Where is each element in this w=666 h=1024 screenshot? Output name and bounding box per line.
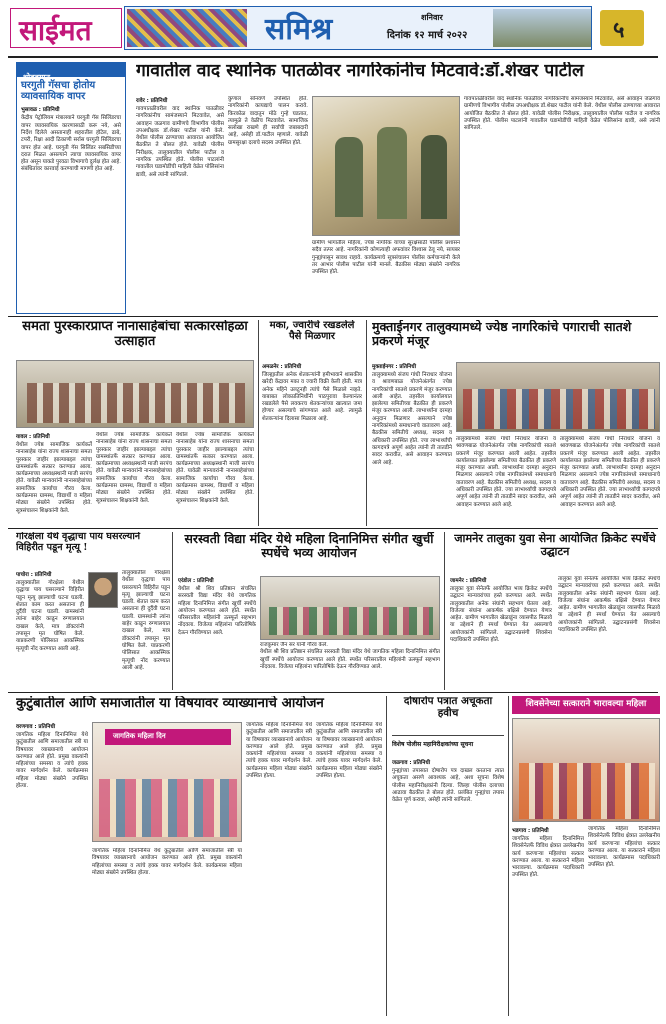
muktai-photo bbox=[456, 362, 660, 432]
kutumb-reporter: वरणगाव : प्रतिनिधी bbox=[16, 724, 56, 730]
kutumb-col4 bbox=[316, 722, 382, 1016]
jamner-body: तालुका युवा सेनेतर्फे आयोजित भव्य क्रिकेट स्पर्धेचे उद्घाटन मान्यवरांच्या हस्ते करण्यात आले. स्पर्धेत तालुक्यातील अनेक संघांनी सहभाग घेतला आहे. विजेत्या संघांना आकर्षक बक्षिसे देण्यात येणार आहेत. ग्रामीण भागातील खेळाडूंना व्यासपीठ मिळावे या उद्देशाने ही स्पर्धा घेण्यात येत असल्याचे आयोजकांनी सांगितले. उद्घाटनप्रसंगी शिवसेना पदाधिकारी उपस्थित होते. bbox=[450, 586, 552, 644]
divider-v-2 bbox=[366, 320, 367, 526]
masthead-left-logo bbox=[10, 8, 122, 48]
divider-v-3 bbox=[172, 532, 173, 690]
goraksha-reporter: पाचोरा : प्रतिनिधी bbox=[16, 572, 52, 578]
lead-col3 bbox=[312, 240, 460, 312]
doshi-sub-box bbox=[392, 740, 504, 756]
divider-v-6 bbox=[508, 696, 509, 1016]
divider-v-4 bbox=[444, 532, 445, 690]
masthead-date: दिनांक १२ मार्च २०२२ bbox=[387, 30, 468, 41]
masthead-day: शनिवार bbox=[421, 13, 443, 22]
muktai-reporter: मुक्ताईनगर : प्रतिनिधी bbox=[372, 364, 417, 370]
maka-body: जिल्ह्यातील अनेक शेतकऱ्यांनी हमीभावाने शासकीय खरेदी केंद्रावर मका व ज्वारी विक्री केली होती. मात्र अनेक महिने उलटूनही त्यांचे पैसे मिळाले नव्हते. याबाबत लोकप्रतिनिधींनी पाठपुरावा केल्यानंतर रखडलेले पैसे लवकरच शेतकऱ्यांच्या खात्यात जमा होणार असल्याचे सांगण्यात आले आहे. त्यामुळे शेतकऱ्यांना दिलासा मिळाला आहे. bbox=[262, 372, 362, 422]
lead-body-1: गावपातळीवरील वाद स्थानिक पातळीवर नागरिकांनीच सामंजस्याने मिटवावेत, असे आवाहन जळगाव ग्रामीणचे विभागीय पोलीस उपअधीक्षक डॉ.शेखर पाटील यांनी केले. येथील पोलीस ठाण्याच्या आवारात आयोजित बैठकीत ते बोलत होते. यावेळी पोलीस निरीक्षक, तालुक्यातील पोलीस पाटील व नागरिक उपस्थित होते. पोलीस पाटलांनी गावातील घडामोडींची माहिती वेळेत पोलिसांना द्यावी, असे त्यांनी सांगितले. bbox=[136, 106, 224, 178]
goraksha-col1 bbox=[16, 570, 84, 688]
rule-3 bbox=[8, 692, 658, 693]
rule-1 bbox=[8, 316, 658, 317]
saraswati-body: येथील श्री शिव प्रतिष्ठान संचलित सरस्वती विद्या मंदिर येथे जागतिक महिला दिनानिमित्त संगीत खुर्ची स्पर्धेचे आयोजन करण्यात आले होते. स्पर्धेत परिसरातील महिलांनी उत्स्फूर्त सहभाग नोंदवला. विजेत्या महिलांना पारितोषिके देऊन गौरविण्यात आले. bbox=[178, 586, 256, 636]
saraswati-photo-chairs bbox=[269, 607, 433, 635]
maka-reporter: अमळनेर : प्रतिनिधी bbox=[262, 364, 302, 370]
saraswati-caption: राजकुमार जैन सर यांनी गौरव केले. bbox=[260, 642, 329, 648]
masthead-banner bbox=[124, 6, 592, 50]
lead-photo-figure-2 bbox=[377, 127, 407, 219]
lead-photo-figure-1 bbox=[335, 137, 363, 217]
lead-body-3: ग्रामीण भागातील महिला, ज्येष्ठ नागरिक यांच्या सुरक्षेसाठी पोलीस प्रशासन सदैव तत्पर आहे. नागरिकांनी कोणत्याही अफवांवर विश्वास ठेवू नये, सायबर गुन्ह्यांपासून सावध राहावे. कार्यक्रमाचे सूत्रसंचालन पोलीस कर्मचाऱ्यांनी केले तर आभार पोलीस पाटील यांनी मानले. बैठकीस मोठ्या संख्येने नागरिक उपस्थित होते. bbox=[312, 240, 460, 276]
goraksha-body: तालुक्यातील गोरक्षेला येथील वृद्धाचा पाय घसरल्याने विहिरीत पडून मृत्यू झाल्याची घटना घडली. शेतात काम करत असताना ही दुर्दैवी घटना घडली. ग्रामस्थांनी त्यांना बाहेर काढून रुग्णालयात दाखल केले, मात्र डॉक्टरांनी तपासून मृत घोषित केले. याप्रकरणी पोलिसात आकस्मिक मृत्यूची नोंद करण्यात आली आहे. bbox=[16, 580, 84, 652]
saraswati-photo bbox=[260, 576, 440, 640]
samata-headline: समता पुरस्कारप्राप्त नानासाहेबांचा सत्कारसोहळा उत्साहात bbox=[22, 320, 248, 349]
doshi-sub: विशेष पोलीस महानिरीक्षकांच्या सूचना bbox=[392, 741, 474, 748]
samata-body-2: येथील ज्येष्ठ सामाजिक कार्यकर्ते नानासाहेब यांना राज्य शासनाचा समता पुरस्कार जाहीर झाल्याबद्दल त्यांचा ग्रामस्थांतर्फे सत्कार करण्यात आला. कार्यक्रमाच्या अध्यक्षस्थानी माजी सरपंच होते. यावेळी मान्यवरांनी नानासाहेबांच्या सामाजिक कार्याचा गौरव केला. कार्यक्रमास ग्रामस्थ, विद्यार्थी व महिला मोठ्या संख्येने उपस्थित होते. सूत्रसंचालन शिक्षकांनी केले. bbox=[96, 432, 172, 504]
lead-photo bbox=[312, 96, 460, 236]
thodkyat-body: केंद्रीय पेट्रोलियम मंत्रालयाने घरगुती गॅस सिलिंडरचा वापर व्यावसायिक कारणासाठी करू नये, असे निर्देश दिलेले असतानाही शहरातील हॉटेल, ढाबे, टपरी, रिक्षा आदी ठिकाणी सर्रास घरगुती सिलिंडरचा वापर होत आहे. घरगुती गॅस सिलिंडर सबसिडीच्या दरात मिळत असल्याने त्याचा व्यावसायिक वापर होत असून याकडे पुरवठा विभागाचे दुर्लक्ष होत आहे. संबंधितांवर कारवाई करण्याची मागणी होत आहे. bbox=[21, 115, 121, 173]
goraksha-portrait bbox=[88, 572, 118, 608]
masthead-left-title: साईमत bbox=[19, 14, 92, 47]
samata-photo-group bbox=[27, 383, 245, 423]
lead-col4 bbox=[464, 96, 660, 312]
shivsena-col2 bbox=[588, 826, 660, 1016]
thodkyat-headline: घरगुती गॅसचा होतोय व्यावसायिक वापर bbox=[21, 80, 96, 103]
kutumb-photo-people bbox=[99, 779, 237, 837]
masthead-rule bbox=[8, 56, 658, 58]
saraswati-body-2: येथील श्री शिव प्रतिष्ठान संचलित सरस्वती विद्या मंदिर येथे जागतिक महिला दिनानिमित्त संगीत खुर्ची स्पर्धेचे आयोजन करण्यात आले होते. स्पर्धेत परिसरातील महिलांनी उत्स्फूर्त सहभाग नोंदवला. विजेत्या महिलांना पारितोषिके देऊन गौरविण्यात आले. bbox=[260, 649, 440, 670]
lead-reporter: रावेर : प्रतिनिधी bbox=[136, 98, 168, 104]
muktai-body-2: तालुक्यामध्ये संजय गांधी निराधार योजना व श्रावणबाळ योजनेअंतर्गत ज्येष्ठ नागरिकांची सातशे प्रकरणे मंजूर करण्यात आली आहेत. तहसील कार्यालयात झालेल्या समितीच्या बैठकीत ही प्रकरणे मंजूर करण्यात आली. लाभार्थ्यांना दरमहा अनुदान मिळणार असल्याने ज्येष्ठ नागरिकांमध्ये समाधानाचे वातावरण आहे. बैठकीस समितीचे अध्यक्ष, सदस्य व अधिकारी उपस्थित होते. ज्या लाभार्थ्यांची कागदपत्रे अपूर्ण आहेत त्यांनी ती तातडीने सादर करावीत, असे आवाहन करण्यात आले आहे. bbox=[456, 436, 556, 508]
saraswati-caption-box bbox=[260, 642, 440, 688]
lead-photo-figure-3 bbox=[421, 135, 447, 219]
kutumb-col3 bbox=[246, 722, 312, 1016]
saraswati-headline: सरस्वती विद्या मंदिर येथे महिला दिनानिमित्त संगीत खुर्ची स्पर्धेचे भव्य आयोजन bbox=[184, 532, 434, 560]
muktai-col2 bbox=[456, 436, 556, 526]
rule-2 bbox=[8, 528, 658, 529]
divider-v-5 bbox=[386, 696, 387, 1016]
divider-v-1 bbox=[258, 320, 259, 526]
shivsena-body-2: जागतिक महिला दिनानिमित्त शिवसेनेतर्फे विविध क्षेत्रात उल्लेखनीय कार्य करणाऱ्या महिलांचा सत्कार करण्यात आला. या सत्काराने महिला भारावल्या. कार्यक्रमास पदाधिकारी उपस्थित होते. bbox=[588, 826, 660, 869]
shivsena-body: जागतिक महिला दिनानिमित्त शिवसेनेतर्फे विविध क्षेत्रात उल्लेखनीय कार्य करणाऱ्या महिलांचा सत्कार करण्यात आला. या सत्काराने महिला भारावल्या. कार्यक्रमास पदाधिकारी उपस्थित होते. bbox=[512, 836, 584, 879]
lead-col1 bbox=[136, 96, 224, 312]
doshi-body: गुन्ह्यांच्या तपासात दोषारोप पत्र दाखल करताना त्यात अचूकता असणे आवश्यक आहे, अशा सूचना विशेष पोलीस महानिरीक्षकांनी दिल्या. जिल्हा पोलीस दलाच्या आढावा बैठकीत ते बोलत होते. प्रलंबित गुन्ह्यांचा तपास वेळेत पूर्ण करावा, असेही त्यांनी सांगितले. bbox=[392, 768, 504, 804]
kutumb-headline: कुटुंबातील आणि समाजातील या विषयावर व्याख्यानाचे आयोजन bbox=[16, 696, 324, 711]
doshi-col1 bbox=[392, 758, 504, 1016]
muktai-headline: मुक्ताईनगर तालुक्यामध्ये ज्येष्ठ नागरिकांचे पगाराची सातशे प्रकरणे मंजूर bbox=[372, 320, 632, 348]
kutumb-body-3: जागतिक महिला दिनानिमित्त येथे कुटुंबातील आणि समाजातील स्त्री या विषयावर व्याख्यानाचे आयोजन करण्यात आले होते. प्रमुख वक्त्यांनी महिलांच्या समस्या व त्यांचे हक्क यावर मार्गदर्शन केले. कार्यक्रमास महिला मोठ्या संख्येने उपस्थित होत्या. bbox=[246, 722, 312, 780]
lead-body-1b: गावपातळीवरील वाद स्थानिक पातळीवर नागरिकांनीच सामंजस्याने मिटवावेत, असे आवाहन जळगाव ग्रामीणचे विभागीय पोलीस उपअधीक्षक डॉ.शेखर पाटील यांनी केले. येथील पोलीस ठाण्याच्या आवारात आयोजित बैठकीत ते बोलत होते. यावेळी पोलीस निरीक्षक, तालुक्यातील पोलीस पाटील व नागरिक उपस्थित होते. पोलीस पाटलांनी गावातील घडामोडींची माहिती वेळेत पोलिसांना द्यावी, असे त्यांनी सांगितले. bbox=[464, 96, 660, 132]
goraksha-headline: गोरक्षेला येथे वृद्धाचा पाय घसरल्याने विहिरीत पडून मृत्यू ! bbox=[16, 532, 141, 553]
shivsena-col1 bbox=[512, 826, 584, 1016]
samata-body-3: येथील ज्येष्ठ सामाजिक कार्यकर्ते नानासाहेब यांना राज्य शासनाचा समता पुरस्कार जाहीर झाल्याबद्दल त्यांचा ग्रामस्थांतर्फे सत्कार करण्यात आला. कार्यक्रमाच्या अध्यक्षस्थानी माजी सरपंच होते. यावेळी मान्यवरांनी नानासाहेबांच्या सामाजिक कार्याचा गौरव केला. कार्यक्रमास ग्रामस्थ, विद्यार्थी व महिला मोठ्या संख्येने उपस्थित होते. सूत्रसंचालन शिक्षकांनी केले. bbox=[176, 432, 254, 504]
lead-col2 bbox=[228, 96, 308, 312]
masthead-photo bbox=[493, 9, 591, 47]
kutumb-photo-banner-text: जागतिक महिला दिन bbox=[113, 732, 166, 740]
kutumb-col2 bbox=[92, 848, 242, 1016]
kutumb-col1 bbox=[16, 722, 88, 1016]
doshi-reporter: जळगाव : प्रतिनिधी bbox=[392, 760, 431, 766]
goraksha-body-2: तालुक्यातील गोरक्षेला येथील वृद्धाचा पाय घसरल्याने विहिरीत पडून मृत्यू झाल्याची घटना घडली. शेतात काम करत असताना ही दुर्दैवी घटना घडली. ग्रामस्थांनी त्यांना बाहेर काढून रुग्णालयात दाखल केले, मात्र डॉक्टरांनी तपासून मृत घोषित केले. याप्रकरणी पोलिसात आकस्मिक मृत्यूची नोंद करण्यात आली आहे. bbox=[122, 570, 170, 671]
saraswati-col1 bbox=[178, 576, 256, 688]
shivsena-headline: शिवसेनेच्या सत्काराने भारावल्या महिला bbox=[525, 699, 647, 709]
samata-photo bbox=[16, 360, 254, 428]
page-number-badge bbox=[600, 10, 644, 46]
kutumb-photo bbox=[92, 722, 242, 842]
samata-body: येथील ज्येष्ठ सामाजिक कार्यकर्ते नानासाहेब यांना राज्य शासनाचा समता पुरस्कार जाहीर झाल्याबद्दल त्यांचा ग्रामस्थांतर्फे सत्कार करण्यात आला. कार्यक्रमाच्या अध्यक्षस्थानी माजी सरपंच होते. यावेळी मान्यवरांनी नानासाहेबांच्या सामाजिक कार्याचा गौरव केला. कार्यक्रमास ग्रामस्थ, विद्यार्थी व महिला मोठ्या संख्येने उपस्थित होते. सूत्रसंचालन शिक्षकांनी केले. bbox=[16, 442, 92, 514]
masthead-right-title: समिश्र bbox=[265, 12, 333, 47]
maka-headline: मका, ज्वारीचे रखडलेले पैसे मिळणार bbox=[269, 320, 355, 343]
shivsena-photo bbox=[512, 718, 660, 822]
thodkyat-reporter: भुसावळ : प्रतिनिधी bbox=[21, 107, 60, 114]
lead-headline: गावातील वाद स्थानिक पातळीवर नागरिकांनीच मिटवावे:डॉ.शेखर पाटील bbox=[136, 62, 584, 81]
muktai-body-3: तालुक्यामध्ये संजय गांधी निराधार योजना व श्रावणबाळ योजनेअंतर्गत ज्येष्ठ नागरिकांची सातशे प्रकरणे मंजूर करण्यात आली आहेत. तहसील कार्यालयात झालेल्या समितीच्या बैठकीत ही प्रकरणे मंजूर करण्यात आली. लाभार्थ्यांना दरमहा अनुदान मिळणार असल्याने ज्येष्ठ नागरिकांमध्ये समाधानाचे वातावरण आहे. बैठकीस समितीचे अध्यक्ष, सदस्य व अधिकारी उपस्थित होते. ज्या लाभार्थ्यांची कागदपत्रे अपूर्ण आहेत त्यांनी ती तातडीने सादर करावीत, असे आवाहन करण्यात आले आहे. bbox=[560, 436, 660, 508]
shivsena-photo-group bbox=[519, 763, 655, 819]
saraswati-reporter: एरंडोल : प्रतिनिधी bbox=[178, 578, 214, 584]
thodkyat-box bbox=[16, 62, 126, 314]
shivsena-reporter: भडगाव : प्रतिनिधी bbox=[512, 828, 549, 834]
kutumb-body-4: जागतिक महिला दिनानिमित्त येथे कुटुंबातील आणि समाजातील स्त्री या विषयावर व्याख्यानाचे आयोजन करण्यात आले होते. प्रमुख वक्त्यांनी महिलांच्या समस्या व त्यांचे हक्क यावर मार्गदर्शन केले. कार्यक्रमास महिला मोठ्या संख्येने उपस्थित होत्या. bbox=[316, 722, 382, 780]
samata-col3 bbox=[176, 432, 254, 526]
samata-col1 bbox=[16, 432, 92, 526]
muktai-photo-crowd bbox=[463, 389, 655, 429]
kutumb-body-2: जागतिक महिला दिनानिमित्त येथे कुटुंबातील आणि समाजातील स्त्री या विषयावर व्याख्यानाचे आयोजन करण्यात आले होते. प्रमुख वक्त्यांनी महिलांच्या समस्या व त्यांचे हक्क यावर मार्गदर्शन केले. कार्यक्रमास महिला मोठ्या संख्येने उपस्थित होत्या. bbox=[92, 848, 242, 876]
masthead bbox=[0, 0, 666, 58]
masthead-pattern bbox=[127, 9, 247, 47]
jamner-body-2: तालुका युवा सेनेतर्फे आयोजित भव्य क्रिकेट स्पर्धेचे उद्घाटन मान्यवरांच्या हस्ते करण्यात आले. स्पर्धेत तालुक्यातील अनेक संघांनी सहभाग घेतला आहे. विजेत्या संघांना आकर्षक बक्षिसे देण्यात येणार आहेत. ग्रामीण भागातील खेळाडूंना व्यासपीठ मिळावे या उद्देशाने ही स्पर्धा घेण्यात येत असल्याचे आयोजकांनी सांगितले. उद्घाटनप्रसंगी शिवसेना पदाधिकारी उपस्थित होते. bbox=[558, 576, 660, 634]
lead-body-2: कुणाल सोनवणे उपस्थित होते. नागरिकांनी कायद्याचे पालन करावे. किरकोळ वादातून मोठे गुन्हे घडतात, त्यामुळे ते वेळीच मिटवावेत. सामाजिक सलोखा राखणे ही सर्वांची जबाबदारी आहे, असेही डॉ.पाटील म्हणाले. यावेळी ग्रामसुरक्षा दलाचे सदस्य उपस्थित होते. bbox=[228, 96, 308, 146]
doshi-headline-box bbox=[392, 696, 504, 736]
maka-col1 bbox=[262, 362, 362, 526]
kutumb-body: जागतिक महिला दिनानिमित्त येथे कुटुंबातील आणि समाजातील स्त्री या विषयावर व्याख्यानाचे आयोजन करण्यात आले होते. प्रमुख वक्त्यांनी महिलांच्या समस्या व त्यांचे हक्क यावर मार्गदर्शन केले. कार्यक्रमास महिला मोठ्या संख्येने उपस्थित होत्या. bbox=[16, 732, 88, 790]
jamner-col2 bbox=[558, 576, 660, 688]
thodkyat-label-bar bbox=[17, 63, 125, 82]
jamner-reporter: जामनेर : प्रतिनिधी bbox=[450, 578, 487, 584]
kutumb-photo-banner bbox=[105, 729, 231, 745]
page-number: ५ bbox=[613, 18, 625, 43]
thodkyat-label: थोडक्यात... bbox=[23, 73, 60, 82]
goraksha-col2 bbox=[122, 570, 170, 688]
samata-col2 bbox=[96, 432, 172, 526]
doshi-headline: दोषारोप पत्रात अचूकता हवीच bbox=[403, 696, 493, 719]
muktai-body: तालुक्यामध्ये संजय गांधी निराधार योजना व श्रावणबाळ योजनेअंतर्गत ज्येष्ठ नागरिकांची सातशे प्रकरणे मंजूर करण्यात आली आहेत. तहसील कार्यालयात झालेल्या समितीच्या बैठकीत ही प्रकरणे मंजूर करण्यात आली. लाभार्थ्यांना दरमहा अनुदान मिळणार असल्याने ज्येष्ठ नागरिकांमध्ये समाधानाचे वातावरण आहे. बैठकीस समितीचे अध्यक्ष, सदस्य व अधिकारी उपस्थित होते. ज्या लाभार्थ्यांची कागदपत्रे अपूर्ण आहेत त्यांनी ती तातडीने सादर करावीत, असे आवाहन करण्यात आले आहे. bbox=[372, 372, 452, 466]
jamner-headline: जामनेर तालुका युवा सेना आयोजित क्रिकेट स्पर्धेचे उद्घाटन bbox=[454, 532, 656, 558]
samata-reporter: यावल : प्रतिनिधी bbox=[16, 434, 50, 440]
muktai-col1 bbox=[372, 362, 452, 526]
shivsena-headline-box bbox=[512, 696, 660, 714]
jamner-col1 bbox=[450, 576, 552, 688]
muktai-col3 bbox=[560, 436, 660, 526]
